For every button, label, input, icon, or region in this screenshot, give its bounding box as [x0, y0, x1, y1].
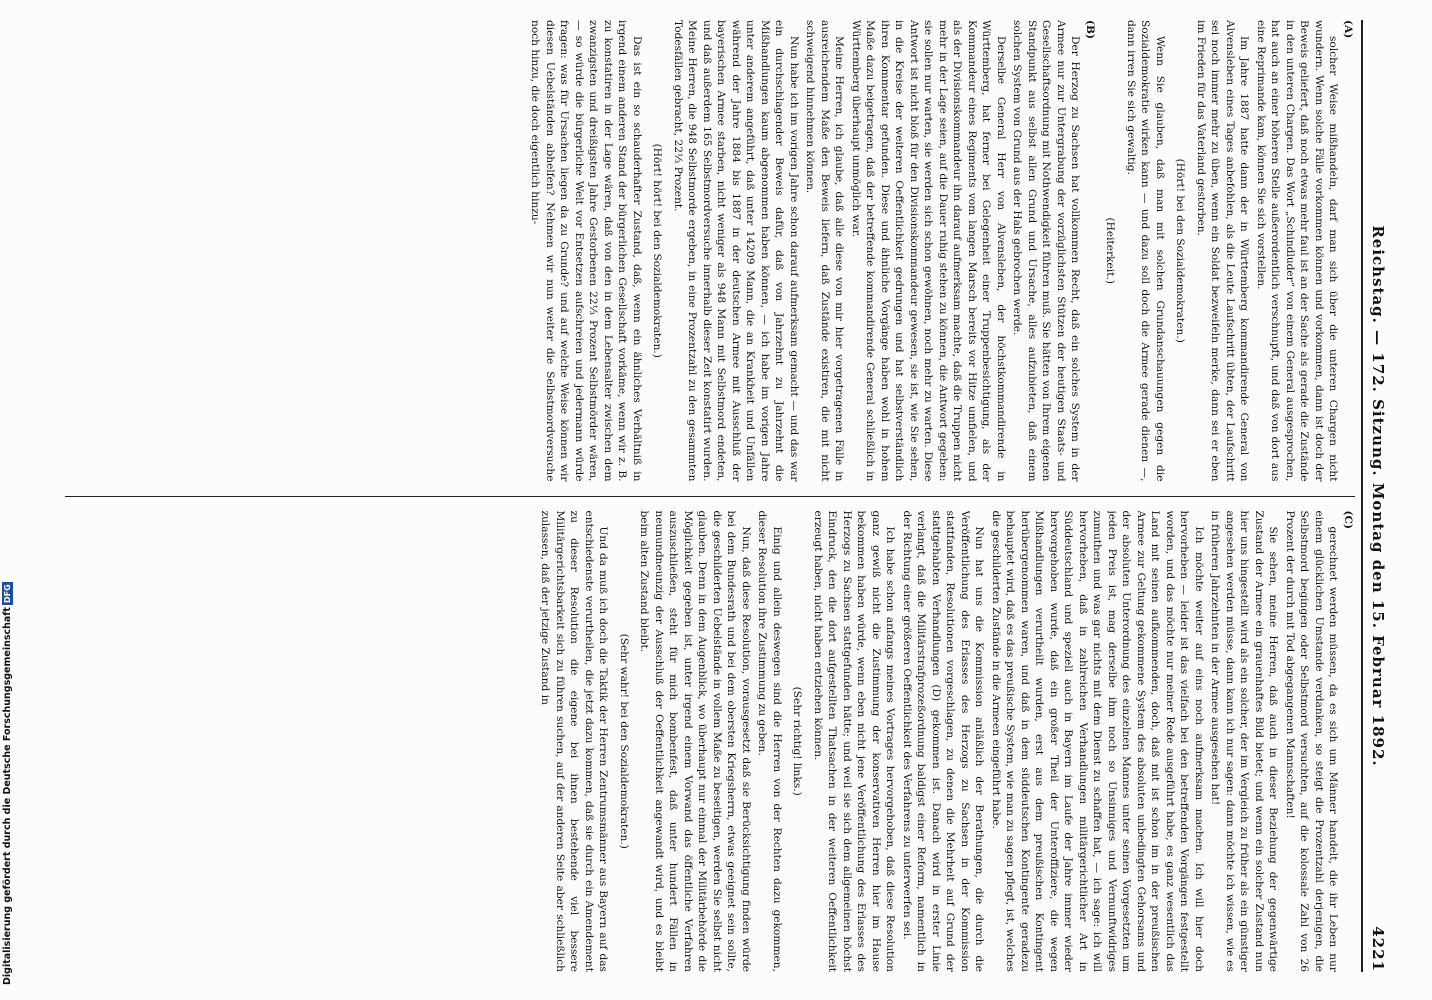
paragraph: (Hört! hört! bei den Sozialdemokraten.): [651, 143, 664, 358]
page-header: [1361, 20, 1387, 972]
margin-marker-b: (B): [1084, 20, 1096, 39]
left-column: [65, 20, 1355, 482]
rotated-page-content: [35, 0, 1405, 1000]
margin-marker-a: (A): [1342, 20, 1354, 39]
page-number: 4221: [1369, 926, 1387, 972]
text-columns: [65, 20, 1355, 972]
column-divider: [65, 496, 1355, 497]
paragraph: Wenn Sie glauben, daß man mit solchen Grundanschauungen gegen die Sozialdemokratie wirken kann — und dazu soll doch die Armee gerade dienen —, dann irren Sie sich gewaltig.: [1125, 20, 1166, 482]
paragraph: Meine Herren, ich glaube, daß alle diese von mir hier vorgetragenen Fälle in ausreichendem Maße den Beweis liefern, daß Zustände existiren, die mit nicht schweigend hinnehmen können.: [804, 20, 846, 482]
paragraph: Einig und allein deswegen sind die Herren von der Rechten dazu gekommen, dieser Resolution ihre Zustimmung zu geben.: [756, 510, 783, 972]
paragraph: Nun hat uns die Kommission anläßlich der Berathungen, die durch die Veröffentlichung des Erlasses des Herzogs zu Sachsen in der Kommission stattfanden, Resolutionen vorgeschlagen, zu denen die Mehrheit auf Grund der stattgehabten Verhandlungen (D) gekommen ist. Danach wird in erster Linie verlangt, daß die Militärstrafprozeßordnung baldigst einer Reform, namentlich in der Richtung einer größeren Oeffentlichkeit des Verfahrens zu unterwerfen sei.: [901, 510, 986, 972]
paragraph: Ich möchte weiter auf eins noch aufmerksam machen. Ich will hier doch hervorheben — leider ist das vielfach bei den betreffenden Vorgängen festgestellt worden, und das möchte nur meiner Rede ausgeführt habe, es ganz wesentlich das Land mit seinen aufkommenden, doch, daß mit ist schon im in der preußischen Armee zur Geltung gekommene System des absoluten unbedingten Gehorsams und der absoluten Unterordnung des einzelnen Mannes unter seinen Vorgesetzten um jeden Preis ist, mag derselbe ihm noch so Unsinniges und Vernunftwidriges zumuthen und was gar nichts mit dem Dienst zu schaffen hat, — ich sage: ich will hervorheben, daß in zahlreichen Verhandlungen militärgerichtlicher Art in Süddeutschland und speziell auch in Bayern im Laufe der Jahre immer wieder hervorgehoben wurde, daß ein großer Theil der Unteroffiziere, die wegen Mißhandlungen verurtheilt wurden, erst aus dem preußischen Kontingent herübergenommen waren, und daß in dem süddeutschen Kontingente geradezu behauptet wird, daß es das preußische System, wie man zu sagen pflegt, ist, welches die geschilderten Zustände in die Armeen eingeführt habe.: [990, 510, 1205, 972]
paragraph: gerechnet werden müssen, da es sich um Männer handelt, die ihr Leben nur einem glücklichen Umstande verdanken, so steigt die Prozentzahl derjenigen, die Selbstmord begingen oder Selbstmord versuchten, auf die kolossale Zahl von 26 Prozent der durch mit Tod abgegangenen Mannschaften!: [1284, 510, 1340, 972]
paragraph: (Hört! bei den Sozialdemokraten.): [1174, 158, 1187, 343]
paragraph: Nun, daß diese Resolution, vorausgesetzt daß sie Berücksichtigung finden würde bei dem Bundesrath und bei dem obersten Kriegsherrn, etwas geeignet sein sollte, die geschilderten Uebelstände in vollem Maße zu beseitigen, werden Sie selbst nicht glauben. Denn in dem Augenblick, wo überhaupt nur einmal der Militärbehörde die Möglichkeit gegeben ist, unter irgend einem Vorwand das öffentliche Verfahren auszuschließen, steht für mich bombenfest, daß unter hundert Fällen in neunundneunzig der Ausschluß der Oeffentlichkeit angewandt wird, und es bleibt beim alten Zustand bleibt.: [638, 510, 752, 972]
paragraph: Nun habe ich im vorigen Jahre schon darauf aufmerksam gemacht — und das war ein durchschlagender Beweis dafür, daß von Jahrzehnt zu Jahrzehnt die Mißhandlungen kaum abgenommen haben können, — ich habe im vorigen Jahre unter anderem angeführt, daß unter 14209 Mann, die an Krankheit und Unfällen während der Jahre 1884 bis 1887 in der deutschen Armee mit Ausschluß der bayerischen Armee starben, nicht weniger als 948 Mann mit Selbstmord endeten, und daß außerdem 165 Selbstmordversuche innerhalb dieser Zeit konstatirt wurden. Meine Herren, die 948 Selbstmorde ergeben, in eine Prozentzahl zu den gesammten Todesfällen gebracht, 22⅓ Prozent.: [672, 20, 800, 482]
digitization-credit: [2, 0, 13, 985]
margin-marker-c: (C): [1342, 510, 1354, 529]
paragraph: solcher Weise mißhandeln, darf man sich über die unteren Chargen nicht wundern. Wenn solche Fälle vorkommen können und vorkommen, dann ist doch der Beweis geliefert, daß noch etwas mehr faul ist an der Sache als gerade die Zustände in den unteren Chargen. Das Wort „Schindluder“ von einem General ausgesprochen, hat auch an einer höheren Stelle außerordentlich verschnupft, und daß von dort aus eine Reprimande kam, können Sie sich vorstellen.: [1255, 20, 1340, 482]
paragraph: Das ist ein so schauderhafter Zustand, daß, wenn ein ähnliches Verhältniß in irgend einem anderen Stand der bürgerlichen Gesellschaft vorkäme, wenn wir z. B. zu konstatiren in der Lage wären, daß von den in dem Lebensalter zwischen dem zwanzigsten und dreißigsten Jahre Gestorbenen 22⅓ Prozent Selbstmörder wären, — so würde die bürgerliche Welt vor Entsetzen aufschreien und jedermann würde fragen: was für Ursachen liegen da zu Grunde? und auf welche Weise können wir diesen Uebelständen abhelfen? Nehmen wir nun weiter die Selbstmordversuche noch hinzu, die doch eigentlich hinzu-: [529, 20, 643, 482]
paragraph: (Heiterkeit.): [1104, 217, 1117, 284]
paragraph: Derselbe General Herr von Alvensleben, der höchstkommandirende in Württemberg, hat ferner bei Gelegenheit einer Truppenbesichtigung, als der Kommandeur eines Regiments vom langen Marsch bereits vor Hitze umfielen, und als der Divisionskommandeur ihn darauf aufmerksam machte, daß die Truppen nicht mehr in der Lage seien, auf die Dauer ruhig stehen zu können, die Antwort gegeben: sie sollen nur warten, sie werden sich schon gewöhnen, noch mehr zu warten. Diese Antwort ist nicht bloß für den Divisionskommandeur gewesen, sie ist, wie Sie sehen, in die Kreise der weiteren Oeffentlichkeit gedrungen und hat selbstverständlich ihren Kommentar gefunden. Diese und ähnliche Vorgänge haben wohl in hohem Maße dazu beigetragen, daß der betreffende kommandirende General schließlich in Württemberg überhaupt unmöglich war.: [850, 20, 1007, 482]
paragraph: (Sehr wahr! bei den Sozialdemokraten.): [618, 633, 630, 849]
right-column: [65, 511, 1355, 973]
paragraph: (Sehr richtig! links.): [791, 686, 804, 796]
paragraph: Und da muß ich doch die Taktik der Herren Zentrumsmänner aus Bayern auf das entschiedenste verurtheilen, die jetzt dazu kommen, daß sie durch ein Amendement zu dieser Resolution die eigene bei ihnen bestehende viel bessere Militärgerichtsbarkeit sich zu führen suchen, auf der anderen Seite aber schließlich zulassen, daß der jetzige Zustand in: [539, 510, 610, 972]
paragraph: Ich habe schon anfangs meines Vortrages hervorgehoben, daß diese Resolution ganz gewiß nicht die Zustimmung der konservativen Herren hier im Hause bekommen haben würde, wenn eben nicht jene Veröffentlichung des Erlasses des Herzogs zu Sachsen stattgefunden hätte; und weil sie sich dem allgemeinen höchst Eindruck, den die dort aufgestellten Thatsachen in der weiteren Oeffentlichkeit erzeugt haben, nicht haben entziehen können.: [812, 510, 897, 972]
paragraph: Im Jahre 1887 hatte dann der in Württemberg kommandirende General von Alvensleben eines Tages anbefohlen, als die Leute Laufschritt übten, der Laufschritt sei noch immer mehr zu üben, wenn ein Soldat bezweifeln merke, dann sei er eben im Frieden für das Vaterland gestorben.: [1195, 20, 1251, 482]
credit-text: Digitalisierung gefördert durch die Deutsche Forschungsgemeinschaft: [2, 607, 13, 985]
dfg-logo: DFG: [3, 584, 12, 604]
paragraph: Der Herzog zu Sachsen hat vollkommen Recht, daß ein solches System in der Armee nur zur Untergrabung der vorzüglichsten Stützen der heutigen Staats- und Gesellschaftsordnung mit Nothwendigkeit führen muß. Sie hätten von Ihrem eigenen Standpunkt aus selbst allen Grund und Ursache, alles aufzubieten, daß einem solchen System von Grund aus der Hals gebrochen werde.: [1011, 20, 1082, 482]
paragraph: Sie sehen, meine Herren, daß auch in dieser Beziehung der gegenwärtige Zustand der Armee ein grauenhaftes Bild bietet; und wenn ein solcher Zustand nun hier uns hingestellt wird als ein solcher, der im Vergleich zu früher als ein günstiger angesehen werden müsse, dann kann ich nur sagen: dann möchte ich wissen, wie es in früheren Jahrzehnten in der Armee ausgesehen hat!: [1209, 510, 1280, 972]
page-title: Reichstag. — 172. Sitzung. Montag den 15. Februar 1892.: [1369, 225, 1387, 767]
